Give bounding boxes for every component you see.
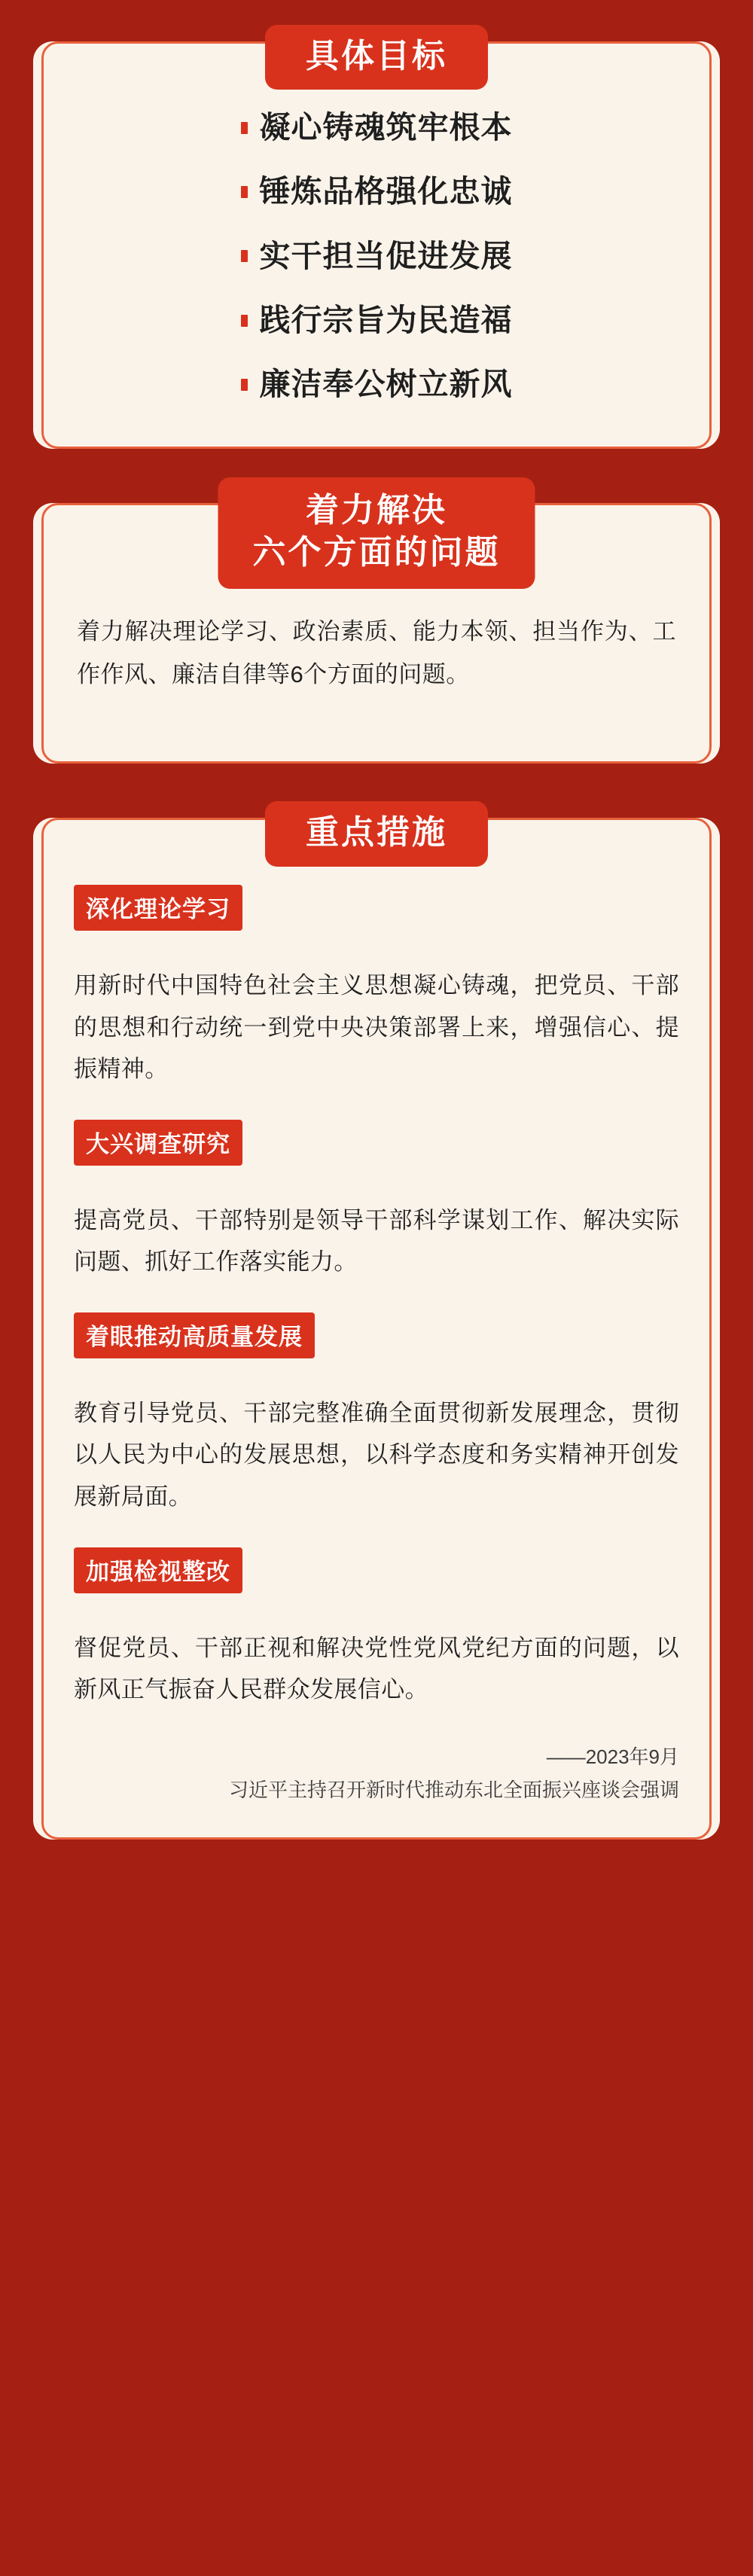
card-six-problems-banner-line-1: 着力解决 [306,491,447,529]
card-key-measures-banner-line: 重点措施 [306,814,447,852]
measure-tag: 着眼推动高质量发展 [74,1312,315,1358]
measure-text: 提高党员、干部特别是领导干部科学谋划工作、解决实际问题、抓好工作落实能力。 [74,1206,679,1276]
card-six-problems-banner [218,477,535,590]
measure-block [74,1547,679,1710]
card-goals-banner-line: 具体目标 [306,38,447,75]
measure-tag: 大兴调查研究 [74,1120,242,1166]
card-key-measures-body [41,818,712,1839]
card-key-measures [33,814,720,1839]
card-goals-banner [265,25,488,90]
goal-list [74,99,679,410]
measure-text: 教育引导党员、干部完整准确全面贯彻新发展理念，贯彻以人民为中心的发展思想，以科学态度和务实精神开创发展新局面。 [74,1400,679,1510]
list-item [74,364,679,405]
measure-tag: 加强检视整改 [74,1547,242,1593]
goal-label: 廉洁奉公树立新风 [259,367,513,402]
card-six-problems-banner-line-2: 六个方面的问题 [252,534,501,572]
card-six-problems [33,491,720,764]
measure-tag: 深化理论学习 [74,885,242,931]
list-item [74,107,679,148]
list-item [74,300,679,341]
bullet-icon [241,250,248,262]
goal-label: 锤炼品格强化忠诚 [259,174,513,209]
list-item [74,171,679,212]
bullet-icon [241,315,248,327]
goal-label: 实干担当促进发展 [259,238,513,273]
list-item [74,236,679,277]
measure-text: 督促党员、干部正视和解决党性党风党纪方面的问题，以新风正气振奋人民群众发展信心。 [74,1634,679,1703]
source-date: ——2023年9月 [546,1745,679,1769]
bullet-icon [241,122,248,134]
bullet-icon [241,186,248,198]
goal-label: 践行宗旨为民造福 [259,303,513,338]
goal-label: 凝心铸魂筑牢根本 [259,110,513,145]
six-problems-paragraph: 着力解决理论学习、政治素质、能力本领、担当作为、工作作风、廉洁自律等6个方面的问题。 [77,617,676,688]
measure-block [74,885,679,1090]
card-goals-body [41,41,712,449]
card-goals [33,38,720,449]
source-detail: 习近平主持召开新时代推动东北全面振兴座谈会强调 [228,1779,679,1802]
measure-block [74,1120,679,1282]
card-key-measures-banner [265,801,488,866]
bullet-icon [241,379,248,391]
measure-block [74,1312,679,1517]
measure-text: 用新时代中国特色社会主义思想凝心铸魂，把党员、干部的思想和行动统一到党中央决策部署上来，增强信心、提振精神。 [74,972,679,1082]
source-attribution [74,1740,679,1806]
